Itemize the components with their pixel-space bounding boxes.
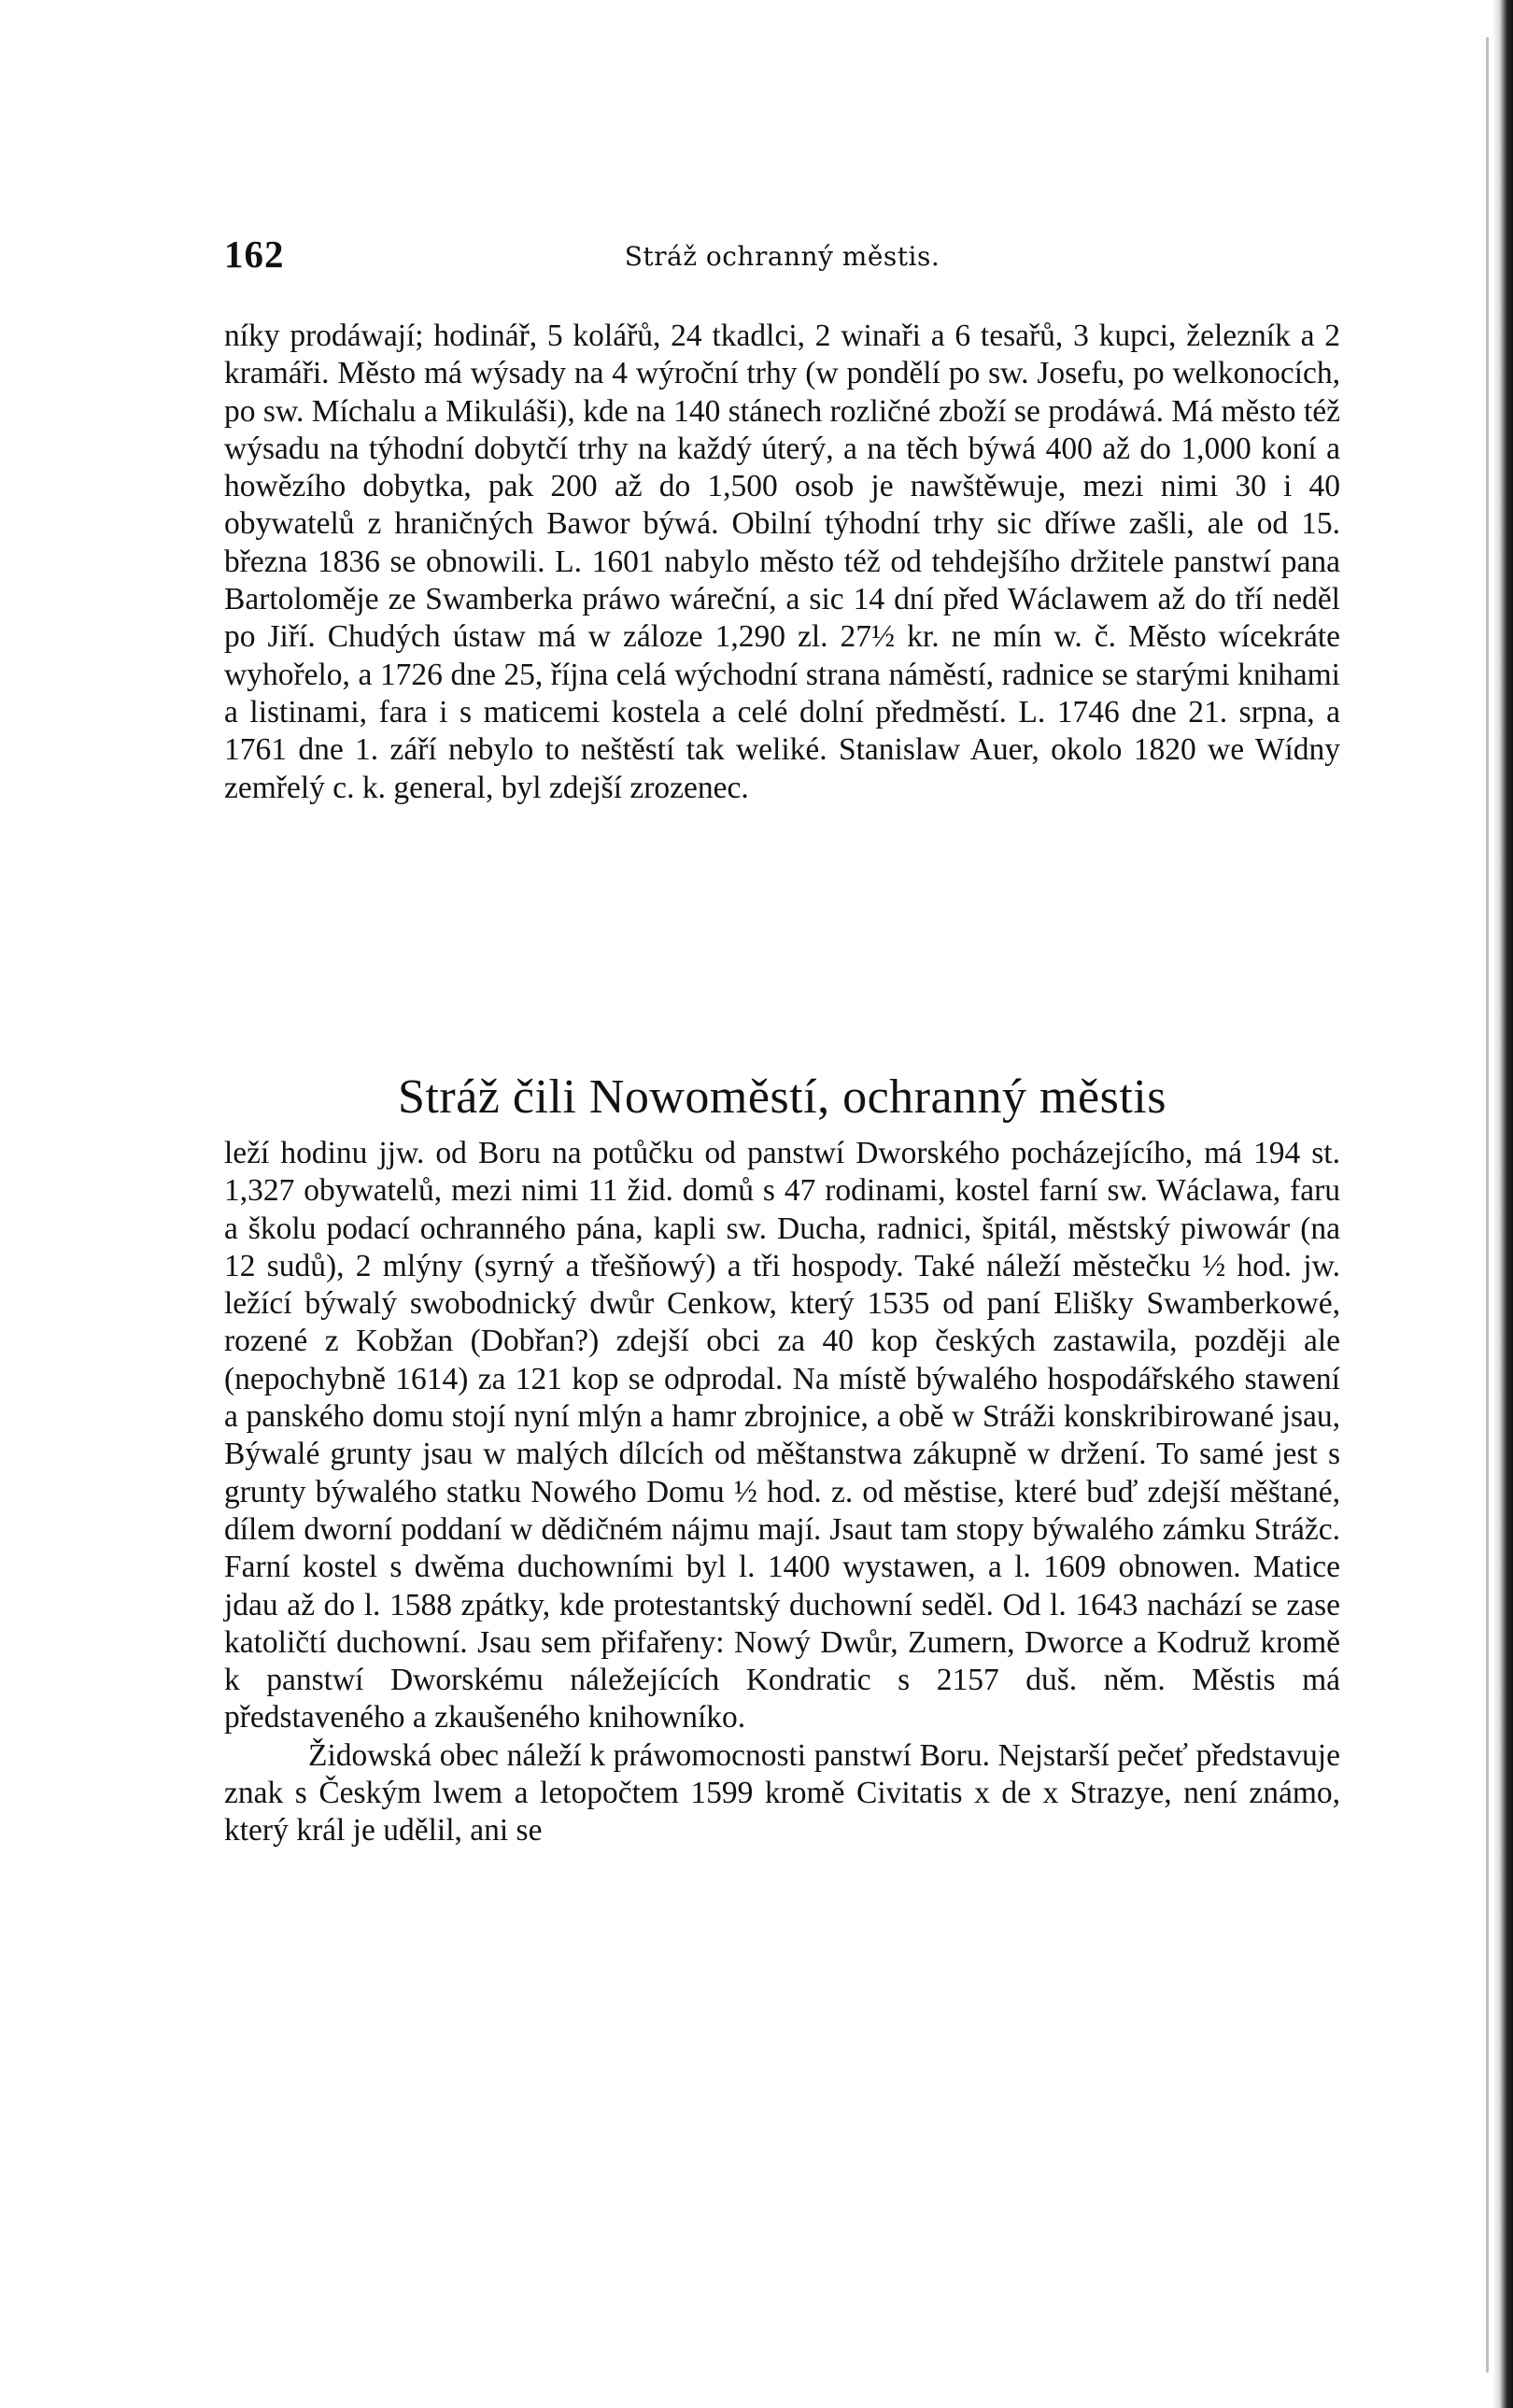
- section-text-block: [224, 1135, 1340, 1850]
- running-head: Stráž ochranný městis.: [624, 241, 940, 272]
- page-edge-shadow: [1492, 0, 1513, 2408]
- page-number: 162: [224, 233, 285, 276]
- page-edge-line: [1486, 37, 1489, 2373]
- continued-text-block: [224, 318, 1340, 807]
- continued-paragraph: níky prodáwají; hodinář, 5 kolářů, 24 tkadlci, 2 winaři a 6 tesařů, 3 kupci, železník a 2 kramáři. Město má wýsady na 4 wýroční trhy (w pondělí po sw. Josefu, po welkonocích, po sw. Míchalu a Mikuláši), kde na 140 stánech rozličné zboží se prodáwá. Má město též wýsadu na týhodní dobytčí trhy na každý úterý, a na těch býwá 400 až do 1,000 koní a howězího dobytka, pak 200 až do 1,500 osob je nawštěwuje, mezi nimi 30 i 40 obywatelů z hraničných Bawor býwá. Obilní týhodní trhy sic dříwe zašli, ale od 15. března 1836 se obnowili. L. 1601 nabylo město též od tehdejšího držitele panstwí pana Bartoloměje ze Swamberka práwo wáreční, a sic 14 dní před Wáclawem až do tří neděl po Jiří. Chudých ústaw má w záloze 1,290 zl. 27½ kr. ne mín w. č. Město wícekráte wyhořelo, a 1726 dne 25, října celá wýchodní strana náměstí, radnice se starými knihami a listinami, fara i s maticemi kostela a celé dolní předměstí. L. 1746 dne 21. srpna, a 1761 dne 1. září nebylo to neštěstí tak weliké. Stanislaw Auer, okolo 1820 we Wídny zemřelý c. k. general, byl zdejší zrozenec.: [224, 319, 1340, 805]
- section-paragraph-1: leží hodinu jjw. od Boru na potůčku od panstwí Dworského pocházejícího, má 194 st. 1,327 obywatelů, mezi nimi 11 žid. domů s 47 rodinami, kostel farní sw. Wáclawa, faru a školu podací ochranného pána, kapli sw. Ducha, radnici, špitál, městský piwowár (na 12 sudů), 2 mlýny (syrný a třešňowý) a tři hospody. Také náleží městečku ½ hod. jw. ležící býwalý swobodnický dwůr Cenkow, který 1535 od paní Elišky Swamberkowé, rozené z Kobžan (Dobřan?) zdejší obci za 40 kop českých zastawila, později ale (nepochybně 1614) za 121 kop se odprodal. Na místě býwalého hospodářského stawení a panského domu stojí nyní mlýn a hamr zbrojnice, a obě w Stráži konskribirowané jsau, Býwalé grunty jsau w malých dílcích od měštanstwa zákupně w držení. To samé jest s grunty býwalého statku Nowého Domu ½ hod. z. od městise, které buď zdejší měštané, dílem dworní poddaní w dědičném nájmu mají. Jsaut tam stopy býwalého zámku Strážc. Farní kostel s dwěma duchowními byl l. 1400 wystawen, a l. 1609 obnowen. Matice jdau až do l. 1588 zpátky, kde protestantský duchowní seděl. Od l. 1643 nachází se zase katoličtí duchowní. Jsau sem přifařeny: Nowý Dwůr, Zumern, Dworce a Kodruž kromě k panstwí Dworskému náležejících Kondratic s 2157 duš. něm. Městis má představeného a zkaušeného knihowníko.: [224, 1136, 1340, 1735]
- section-paragraph-2: Židowská obec náleží k práwomocnosti panstwí Boru. Nejstarší pečeť představuje znak s Českým lwem a letopočtem 1599 kromě Civitatis x de x Strazye, není známo, který král je udělil, ani se: [224, 1737, 1340, 1848]
- page-header: [224, 232, 1340, 284]
- section-heading: Stráž čili Nowoměstí, ochranný městis: [398, 1070, 1167, 1124]
